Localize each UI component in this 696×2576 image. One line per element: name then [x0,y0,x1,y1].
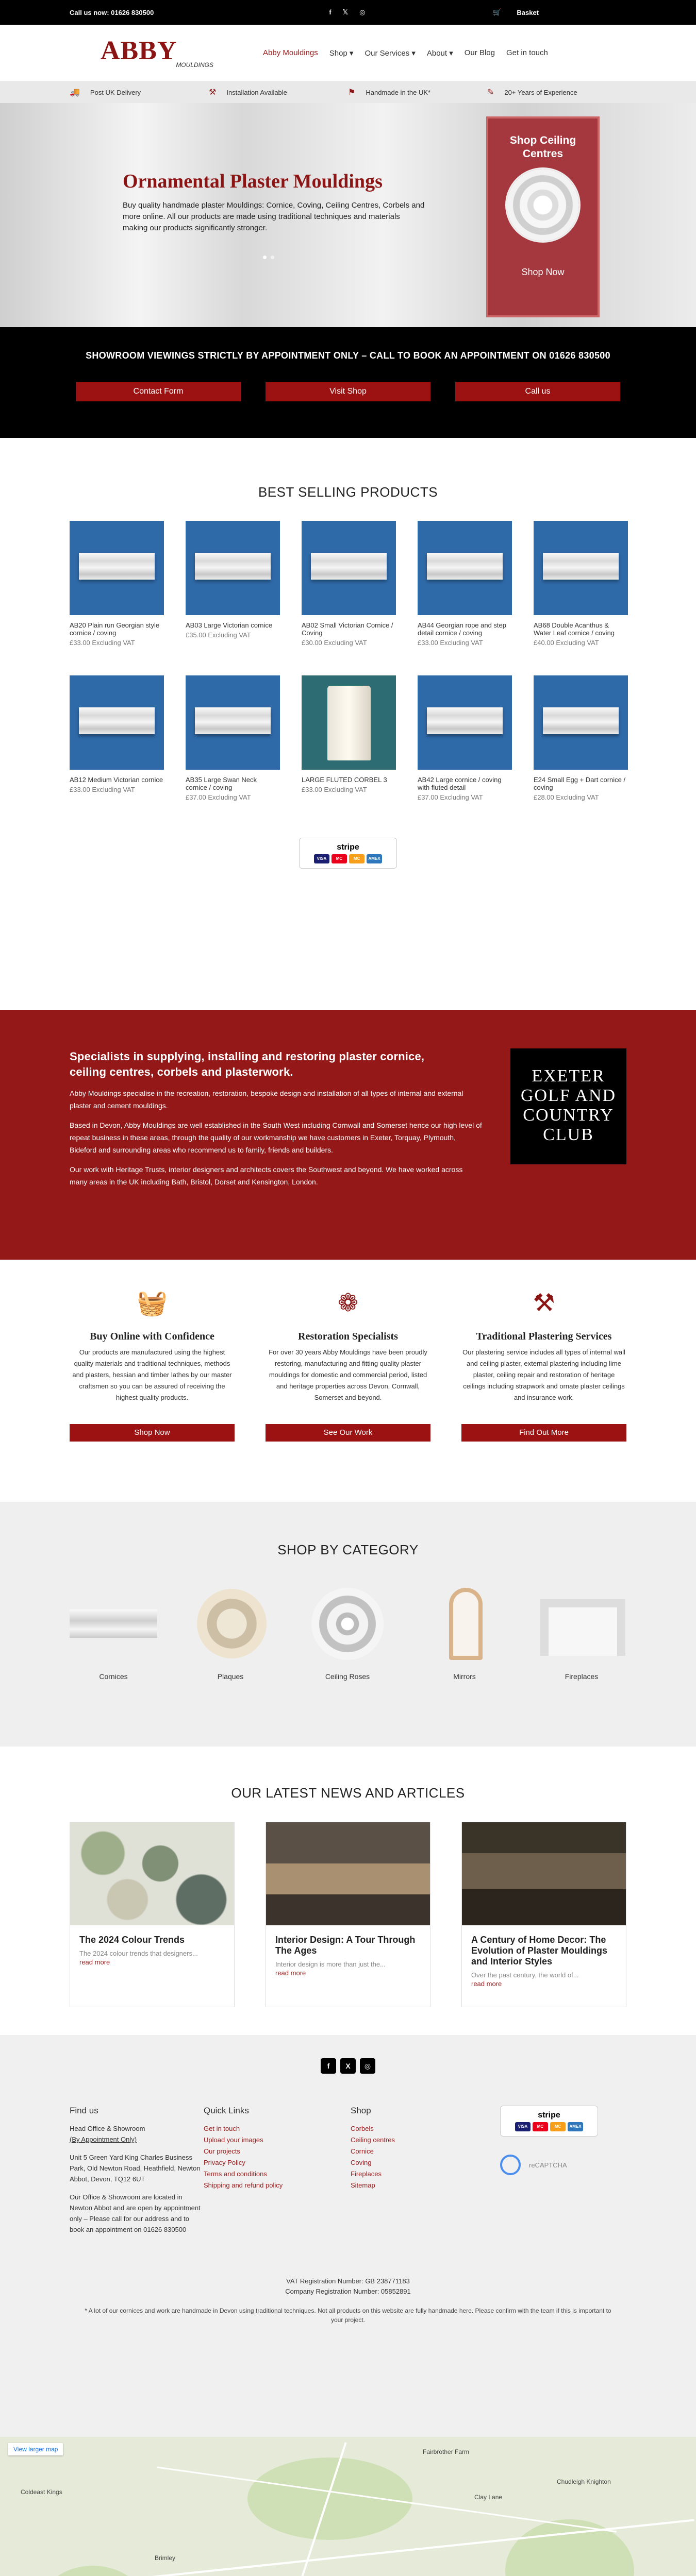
usp-text: Handmade in the UK* [366,88,431,96]
news-title[interactable]: A Century of Home Decor: The Evolution of Plaster Mouldings and Interior Styles [471,1935,608,1967]
appointment-band [0,327,696,438]
product-image[interactable] [186,675,280,770]
product-price: £33.00 Excluding VAT [70,786,135,793]
x-icon[interactable]: X [340,2058,356,2074]
news-image[interactable] [266,1822,430,1925]
product-card[interactable] [418,675,512,830]
category-image[interactable] [538,1584,625,1661]
call-us-button[interactable]: Call us [455,382,620,401]
truck-icon: 🚚 [70,88,80,97]
news-image[interactable] [462,1822,626,1925]
recaptcha-icon [500,2155,521,2175]
nav-blog[interactable]: Our Blog [464,48,495,57]
hero-heading: Ornamental Plaster Mouldings [123,171,383,192]
footer-link[interactable]: Coving [351,2159,372,2166]
news-card[interactable] [461,1822,626,2007]
map-label: Coldeast Kings [21,2488,62,2496]
news-title[interactable]: Interior Design: A Tour Through The Ages [275,1935,416,1956]
category-label[interactable]: Cornices [99,1672,128,1681]
mastercard-icon: MC [332,854,347,863]
band-buttons [0,382,696,401]
product-card[interactable] [70,521,164,675]
section-title: OUR LATEST NEWS AND ARTICLES [231,1785,465,1801]
footer-link[interactable]: Ceiling centres [351,2136,395,2144]
footer-text: (By Appointment Only) [70,2136,137,2143]
basket-icon: 🧺 [137,1290,168,1317]
feature-text: Our plastering service includes all types of internal wall and ceiling plaster, external plastering including lime plaster, ceiling repair and restoration of heritage ceilings including strapwork and ornate plaster ceilings and insurance work. [462,1348,625,1401]
nav-contact[interactable]: Get in touch [506,48,548,57]
nav-shop[interactable]: Shop ▾ [329,49,354,58]
read-more-link[interactable]: read more [79,1958,110,1966]
visa-icon: VISA [515,2122,531,2131]
logo-sub: MOULDINGS [176,61,213,69]
amex-icon: AMEX [568,2122,583,2131]
product-name[interactable]: AB20 Plain run Georgian style cornice / coving [70,621,160,637]
footer-link[interactable]: Privacy Policy [204,2159,245,2166]
nav-about[interactable]: About ▾ [426,49,453,58]
map-label: Chudleigh Knighton [557,2478,611,2485]
promo-shop-link[interactable]: Shop Now [521,267,565,277]
section-title: SHOP BY CATEGORY [277,1542,419,1557]
map-label: Fairbrother Farm [423,2448,470,2455]
facebook-icon[interactable]: f [329,8,332,16]
nav-services[interactable]: Our Services ▾ [364,49,416,58]
read-more-link[interactable]: read more [275,1969,306,1977]
product-card[interactable] [302,675,396,830]
news-card[interactable] [70,1822,235,2007]
main-nav [263,48,548,58]
footer-heading: Shop [351,2106,371,2115]
category-section [0,1502,696,1747]
company-number: Company Registration Number: 05852891 [285,2287,411,2295]
instagram-icon[interactable]: ◎ [359,8,366,16]
stripe-logo: stripe [337,843,359,852]
feature-title: Buy Online with Confidence [90,1331,214,1342]
product-image[interactable] [302,521,396,615]
product-price: £33.00 Excluding VAT [70,639,135,647]
slider-dot[interactable] [263,256,267,259]
basket-label: Basket [517,8,539,16]
product-name[interactable]: E24 Small Egg + Dart cornice / coving [534,776,626,791]
usp-text: Post UK Delivery [90,88,141,96]
usp-text: Installation Available [226,88,287,96]
handmade-note: * A lot of our cornices and work are handmade in Devon using traditional techniques. Not all products on this website are fully handmade here. Please confirm with the team if this is important to your project. [85,2307,611,2324]
category-label[interactable]: Mirrors [453,1672,476,1681]
product-card[interactable] [70,675,164,830]
about-paragraph: Our work with Heritage Trusts, interior designers and architects covers the Southwest and beyond. We have worked across many areas in the UK including Bath, Bristol, Dorset and Kensington, London. [70,1165,463,1186]
product-grid [70,521,696,830]
footer-link[interactable]: Shipping and refund policy [204,2181,283,2189]
footer-link[interactable]: Upload your images [204,2136,263,2144]
mastercard-icon: MC [349,854,364,863]
feature-text: For over 30 years Abby Mouldings have been proudly restoring, manufacturing and fitting quality plaster mouldings for domestic and commercial period, listed and heritage properties across Devon, Cornwall, Somerset and beyond. [269,1348,427,1401]
amex-icon: AMEX [367,854,382,863]
product-image[interactable] [418,675,512,770]
footer-quick-links [204,2106,351,2235]
product-name[interactable]: AB02 Small Victorian Cornice / Coving [302,621,393,637]
feature-title: Restoration Specialists [298,1331,398,1342]
product-name[interactable]: AB44 Georgian rope and step detail cornice / coving [418,621,507,637]
footer-link[interactable]: Our projects [204,2147,240,2155]
product-card[interactable] [302,521,396,675]
product-price: £33.00 Excluding VAT [302,786,367,793]
feature-restoration [266,1285,430,1442]
trowel-icon: ⚒ [209,88,217,97]
trowel-icon: ⚒ [533,1290,555,1317]
product-name[interactable]: AB68 Double Acanthus & Water Leaf cornice / coving [534,621,615,637]
category-ceiling-roses[interactable] [304,1584,391,1681]
product-image[interactable] [418,521,512,615]
section-title: BEST SELLING PRODUCTS [258,484,438,500]
ceiling-rose-image [507,169,579,241]
visit-shop-button[interactable]: Visit Shop [266,382,430,401]
see-our-work-button[interactable]: See Our Work [266,1424,430,1442]
product-name[interactable]: AB03 Large Victorian cornice [186,621,273,629]
footer-link[interactable]: Corbels [351,2125,374,2132]
feature-plastering [461,1285,626,1442]
footer-link[interactable]: Get in touch [204,2125,240,2132]
product-card[interactable] [186,521,280,675]
category-mirrors[interactable] [421,1584,508,1681]
product-name[interactable]: AB35 Large Swan Neck cornice / coving [186,776,257,791]
appointment-message: SHOWROOM VIEWINGS STRICTLY BY APPOINTMENT ONLY – CALL TO BOOK AN APPOINTMENT ON 01626 830500 [86,350,610,361]
footer-shop [351,2106,500,2235]
product-price: £35.00 Excluding VAT [186,631,251,639]
news-excerpt: The 2024 colour trends that designers... [79,1950,198,1957]
about-paragraph: Abby Mouldings specialise in the recreation, restoration, bespoke design and installation of all types of internal and external plaster and cement mouldings. [70,1089,463,1110]
product-price: £40.00 Excluding VAT [534,639,599,647]
golf-club-logo [510,1048,626,1164]
about-section [0,1010,696,1260]
footer-heading: Find us [70,2106,98,2115]
product-card[interactable] [186,675,280,830]
usp-install [209,87,348,97]
read-more-link[interactable]: read more [471,1980,502,1988]
category-image[interactable] [304,1584,391,1661]
promo-title: Shop Ceiling Centres [509,134,576,160]
features-section [0,1260,696,1502]
product-card[interactable] [418,521,512,675]
cart-icon: 🛒 [493,8,502,16]
news-title[interactable]: The 2024 Colour Trends [79,1935,185,1945]
product-name[interactable]: AB12 Medium Victorian cornice [70,776,163,784]
top-bar [0,0,696,25]
footer-findus [70,2106,204,2235]
mastercard-icon: MC [550,2122,566,2131]
category-label[interactable]: Fireplaces [565,1672,599,1681]
footer-heading: Quick Links [204,2106,249,2115]
about-heading: Specialists in supplying, installing and restoring plaster cornice, ceiling centres, corbels and plasterwork. [70,1050,425,1078]
footer-link[interactable]: Sitemap [351,2181,375,2189]
product-price: £37.00 Excluding VAT [186,793,251,801]
map-label: Clay Lane [474,2494,503,2501]
rosette-icon: ❁ [337,1290,359,1317]
product-price: £28.00 Excluding VAT [534,793,599,801]
footer-text: Our Office & Showroom are located in Newton Abbot and are open by appointment only – Please call for our address and to book an appointment on 01626 830500 [70,2193,201,2233]
club-text: EXETER GOLF AND COUNTRY CLUB [520,1066,617,1144]
instagram-icon[interactable]: ◎ [360,2058,375,2074]
footer-badges [500,2106,626,2235]
usp-bar [0,81,696,103]
product-image[interactable] [534,521,628,615]
category-plaques[interactable] [187,1584,274,1681]
product-price: £33.00 Excluding VAT [418,639,483,647]
hero-text: Buy quality handmade plaster Mouldings: Cornice, Coving, Ceiling Centres, Corbels and more online. All our products are made using traditional techniques and materials making our products significantly stronger. [123,201,425,232]
feature-title: Traditional Plastering Services [476,1331,612,1342]
shop-now-button[interactable]: Shop Now [70,1424,235,1442]
top-social [329,8,365,16]
nav-home[interactable]: Abby Mouldings [263,48,318,57]
category-label[interactable]: Ceiling Roses [325,1672,370,1681]
footer-social [0,2058,696,2074]
card-logos [314,854,382,863]
product-image[interactable] [70,675,164,770]
footer [0,2035,696,2437]
category-cornices[interactable] [70,1584,157,1681]
product-price: £30.00 Excluding VAT [302,639,367,647]
footer-text: Head Office & Showroom [70,2125,145,2132]
google-map[interactable] [0,2437,696,2576]
product-name[interactable]: AB42 Large cornice / coving with fluted detail [418,776,502,791]
footer-link[interactable]: Fireplaces [351,2170,382,2178]
product-card[interactable] [534,521,628,675]
stripe-badge [299,838,397,869]
facebook-icon[interactable]: f [321,2058,336,2074]
category-image[interactable] [421,1584,508,1661]
phone-text[interactable]: Call us now: 01626 830500 [70,8,154,16]
about-paragraph: Based in Devon, Abby Mouldings are well established in the South West including Cornwall and Somerset hence our high level of repeat business in these areas, through the quality of our workmanship we have customers in Exeter, Torquay, Plymouth, Bideford and surrounding areas who recommend us to family, friends and builders. [70,1121,482,1154]
tools-icon: ✎ [487,88,494,97]
footer-link[interactable]: Terms and conditions [204,2170,267,2178]
hero-slider [0,103,696,327]
product-name[interactable]: LARGE FLUTED CORBEL 3 [302,776,387,784]
category-image[interactable] [70,1584,157,1661]
vat-number: VAT Registration Number: GB 238771183 [286,2277,410,2285]
slider-dot[interactable] [271,256,274,259]
usp-experience [487,87,626,97]
x-icon[interactable]: 𝕏 [342,8,349,16]
stripe-badge [500,2106,598,2137]
category-label[interactable]: Plaques [217,1672,244,1681]
product-image[interactable] [302,675,396,770]
news-section [0,1747,696,2035]
view-larger-map-link[interactable]: View larger map [8,2443,63,2455]
feature-buy-online [70,1285,235,1442]
find-out-more-button[interactable]: Find Out More [461,1424,626,1442]
recaptcha-label: reCAPTCHA [529,2161,567,2169]
flag-icon: ⚑ [348,88,356,97]
footer-link[interactable]: Cornice [351,2147,374,2155]
news-image[interactable] [70,1822,234,1925]
news-excerpt: Interior design is more than just the... [275,1960,386,1968]
header [0,25,696,81]
hero-dots [263,256,274,259]
feature-text: Our products are manufactured using the highest quality materials and traditional techniques, methods and plasters, hessian and timber lathes by our master craftsmen so you can be assured of receiving the highest quality products. [72,1348,232,1401]
visa-icon: VISA [314,854,329,863]
stripe-logo: stripe [538,2111,560,2120]
recaptcha-badge[interactable] [500,2155,626,2175]
mastercard-icon: MC [533,2122,548,2131]
card-logos [515,2122,583,2131]
product-card[interactable] [534,675,628,830]
basket-link[interactable] [493,8,539,16]
product-image[interactable] [186,521,280,615]
product-image[interactable] [534,675,628,770]
news-card[interactable] [266,1822,430,2007]
logo[interactable] [101,38,217,69]
usp-delivery [70,87,209,97]
product-price: £37.00 Excluding VAT [418,793,483,801]
usp-handmade [348,87,487,97]
news-excerpt: Over the past century, the world of... [471,1971,579,1979]
footer-address: Unit 5 Green Yard King Charles Business Park, Old Newton Road, Heathfield, Newton Abbot, Devon, TQ12 6UT [70,2154,201,2183]
category-image[interactable] [187,1584,274,1661]
best-selling-section [0,438,696,1010]
category-fireplaces[interactable] [538,1584,625,1681]
product-image[interactable] [70,521,164,615]
contact-form-button[interactable]: Contact Form [76,382,241,401]
usp-text: 20+ Years of Experience [504,88,577,96]
logo-text: ABBY [101,36,177,65]
promo-ceiling-centres[interactable] [486,116,600,317]
map-label: Brimley [155,2554,176,2562]
